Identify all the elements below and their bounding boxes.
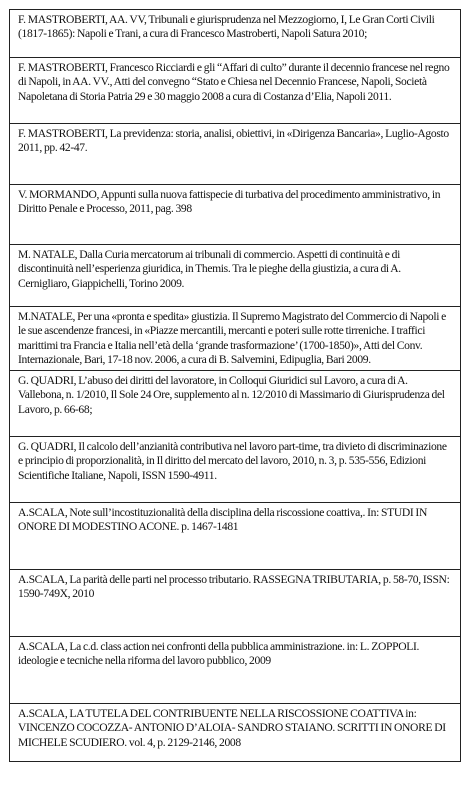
table-row xyxy=(10,503,461,570)
reference-text: A.SCALA, La parità delle parti nel processo tributario. RASSEGNA TRIBUTARIA, p. 58-70, ISSN: 1590-749X, 2010 xyxy=(18,573,450,601)
references-table xyxy=(9,9,461,762)
reference-text: M.NATALE, Per una «pronta e spedita» giustizia. Il Supremo Magistrato del Commercio di Napoli e le sue ascendenze francesi, in «Piazze mercantili, mercanti e poteri sulle rotte tirreniche. I traffici marittimi tra Francia e Italia nell’età della ‘grande trasformazione’ (1700-1850)», Atti del Conv. Internazionale, Bari, 17-18 nov. 2006, a cura di B. Salvemini, Edipuglia, Bari 2009. xyxy=(18,310,446,366)
table-row xyxy=(10,124,461,185)
reference-cell xyxy=(10,245,461,307)
reference-text: V. MORMANDO, Appunti sulla nuova fattispecie di turbativa del procedimento amministrativo, in Diritto Penale e Processo, 2011, pag. 398 xyxy=(18,188,441,216)
reference-text: M. NATALE, Dalla Curia mercatorum ai tribunali di commercio. Aspetti di continuità e di discontinuità nell’esperienza giuridica, in Themis. Tra le pieghe della giustizia, a cura di A. Cernigliaro, Giappichelli, Torino 2009. xyxy=(18,248,401,290)
reference-cell xyxy=(10,437,461,503)
reference-cell xyxy=(10,307,461,371)
reference-cell xyxy=(10,58,461,124)
reference-cell xyxy=(10,10,461,58)
table-row xyxy=(10,58,461,124)
reference-text: G. QUADRI, Il calcolo dell’anzianità contributiva nel lavoro part-time, tra divieto di discriminazione e principio di proporzionalità, in Il diritto del mercato del lavoro, 2010, n. 3, p. 535-556, Edizioni Scientifiche Italiane, Napoli, ISSN 1590-4911. xyxy=(18,440,447,482)
reference-cell xyxy=(10,124,461,185)
table-row xyxy=(10,371,461,437)
table-row xyxy=(10,437,461,503)
reference-cell xyxy=(10,570,461,637)
reference-cell xyxy=(10,503,461,570)
reference-text: A.SCALA, LA TUTELA DEL CONTRIBUENTE NELLA RISCOSSIONE COATTIVA in: VINCENZO COCOZZA- ANTONIO D’ALOIA- SANDRO STAIANO. SCRITTI IN ONORE DI MICHELE SCUDIERO. vol. 4, p. 2129-2146, 2008 xyxy=(18,707,446,749)
reference-cell xyxy=(10,185,461,245)
table-row xyxy=(10,10,461,58)
reference-text: F. MASTROBERTI, AA. VV, Tribunali e giurisprudenza nel Mezzogiorno, I, Le Gran Corti Civili (1817-1865): Napoli e Trani, a cura di Francesco Mastroberti, Napoli Satura 2010; xyxy=(18,13,435,41)
table-row xyxy=(10,185,461,245)
table-row xyxy=(10,637,461,704)
table-row xyxy=(10,570,461,637)
table-row xyxy=(10,307,461,371)
reference-text: F. MASTROBERTI, La previdenza: storia, analisi, obiettivi, in «Dirigenza Bancaria», Luglio-Agosto 2011, pp. 42-47. xyxy=(18,127,449,155)
reference-text: F. MASTROBERTI, Francesco Ricciardi e gli “Affari di culto” durante il decennio francese nel regno di Napoli, in AA. VV., Atti del convegno “Stato e Chiesa nel Decennio Francese, Napoli, Società Napoletana di Storia Patria 29 e 30 maggio 2008 a cura di Costanza d’Elia, Napoli 2011. xyxy=(18,61,450,103)
table-row xyxy=(10,245,461,307)
reference-cell xyxy=(10,637,461,704)
reference-cell xyxy=(10,704,461,762)
table-row xyxy=(10,704,461,762)
reference-text: A.SCALA, Note sull’incostituzionalità della disciplina della riscossione coattiva,. In: STUDI IN ONORE DI MODESTINO ACONE. p. 1467-1481 xyxy=(18,506,427,534)
reference-text: A.SCALA, La c.d. class action nei confronti della pubblica amministrazione. in: L. ZOPPOLI. ideologie e tecniche nella riforma del lavoro pubblico, 2009 xyxy=(18,640,420,668)
reference-cell xyxy=(10,371,461,437)
reference-text: G. QUADRI, L’abuso dei diritti del lavoratore, in Colloqui Giuridici sul Lavoro, a cura di A. Vallebona, n. 1/2010, Il Sole 24 Ore, supplemento al n. 12/2010 di Massimario di Giurisprudenza del Lavoro, p. 66-68; xyxy=(18,374,445,416)
